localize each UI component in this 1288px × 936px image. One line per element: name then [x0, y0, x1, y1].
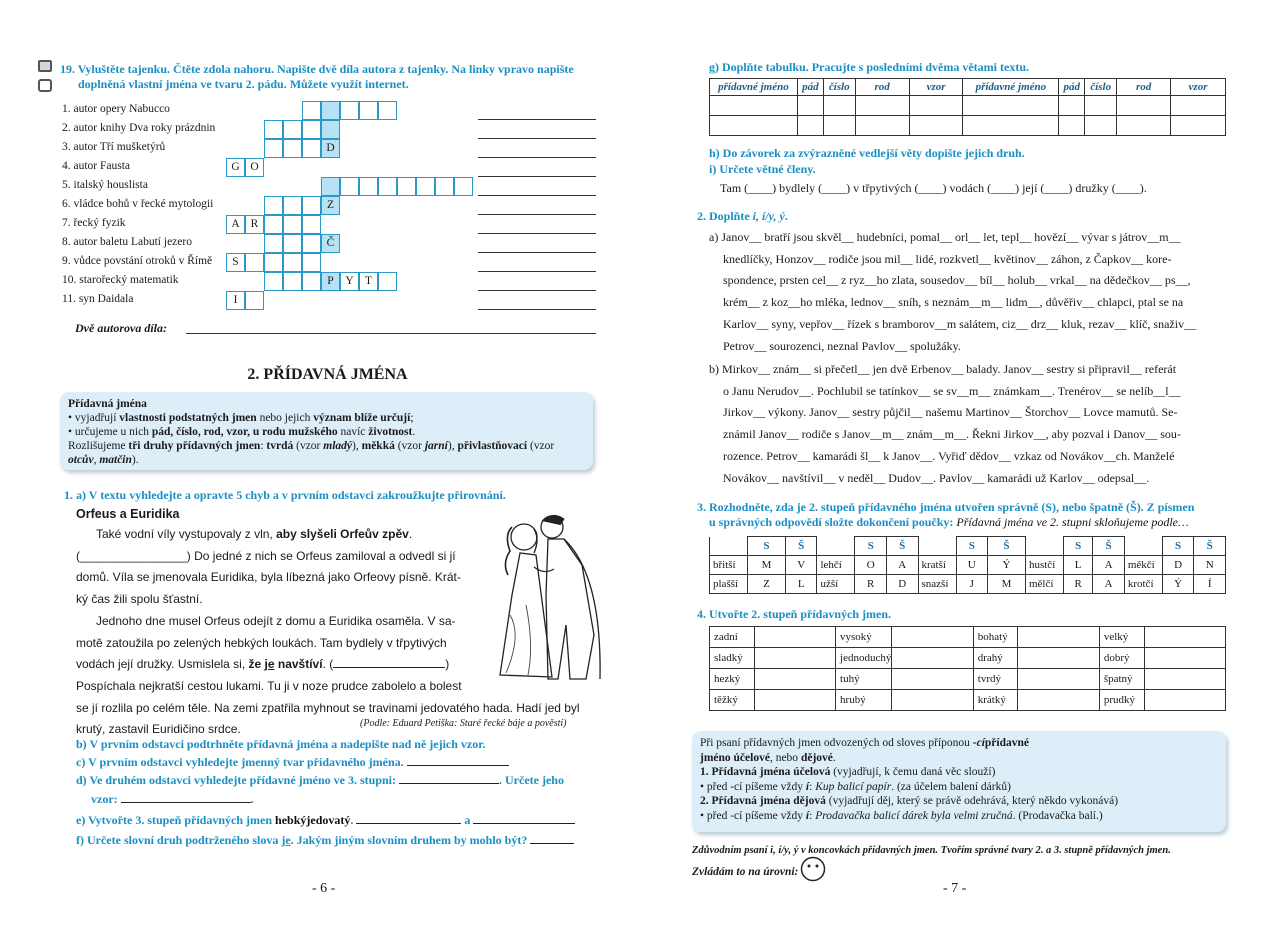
crossword-cell[interactable] — [264, 120, 283, 139]
fill-in-line[interactable]: Novákov__ navštívil__ v neděl__ Dudov__. Pavlov__ kamarádi už Karlov__ odepsal__. — [723, 470, 1150, 485]
s-sh-header: Š — [886, 537, 918, 556]
answer-letter[interactable]: R — [1063, 575, 1092, 594]
crossword-key-cell[interactable]: Č — [321, 234, 340, 253]
crossword-key-cell[interactable]: P — [321, 272, 340, 291]
table-comparison-check — [709, 536, 1226, 594]
crossword-answer-line[interactable] — [478, 271, 596, 272]
info-title: Přídavná jména — [68, 398, 147, 410]
exercise-1b: b) V prvním odstavci podtrhněte přídavná jména a nadepište nad ně jejich vzor. — [76, 737, 486, 751]
comparative-word: krotčí — [1124, 575, 1162, 594]
crossword-cell[interactable]: T — [359, 272, 378, 291]
crossword-cell[interactable]: G — [226, 158, 245, 177]
smiley-rating-icon[interactable] — [800, 856, 826, 882]
crossword-cell[interactable] — [302, 272, 321, 291]
crossword-clue: 7. řecký fyzik — [62, 217, 126, 229]
table-g-cell[interactable] — [855, 116, 909, 136]
crossword-cell[interactable] — [302, 234, 321, 253]
crossword-cell[interactable]: R — [245, 215, 264, 234]
crossword-answer-line[interactable] — [478, 176, 596, 177]
fill-in-line[interactable]: rozence. Petrov__ kamarádi šl__ k Janov__. Vyřiď dědov__ vzkaz od Novákov__ch. Manželé — [723, 448, 1175, 463]
chapter-title: 2. PŘÍDAVNÁ JMÉNA — [247, 366, 408, 383]
s-sh-header: S — [1162, 537, 1194, 556]
crossword-clue: 2. autor knihy Dva roky prázdnin — [62, 122, 216, 134]
s-sh-header: S — [1063, 537, 1092, 556]
exercise-1d: d) Ve druhém odstavci vyhledejte přídavné jméno ve 3. stupni: . Určete jeho — [76, 773, 564, 787]
crossword-cell[interactable] — [302, 215, 321, 234]
adjective-cell: krátký — [973, 690, 1018, 711]
crossword-cell[interactable] — [435, 177, 454, 196]
crossword-clue: 3. autor Tří mušketýrů — [62, 141, 166, 153]
s-sh-header: S — [748, 537, 786, 556]
answer-line-c[interactable] — [407, 765, 509, 766]
crossword-cell[interactable] — [283, 139, 302, 158]
table-g — [709, 78, 1226, 136]
exercise-1f: f) Určete slovní druh podtrženého slova je. Jakým jiným slovním druhem by mohlo být? — [76, 833, 574, 848]
adjective-cell: jednoduchý — [836, 648, 892, 669]
table-g-cell[interactable] — [1117, 116, 1171, 136]
crossword-answer-line[interactable] — [478, 119, 596, 120]
fill-in-line[interactable]: b) Mirkov__ znám__ si přečetl__ jen dvě Erbenov__ balady. Janov__ sestry si připravil__ referát — [709, 362, 1177, 376]
table-g-cell[interactable] — [1171, 116, 1226, 136]
table-g-header: pád — [1059, 79, 1085, 96]
crossword-cell[interactable] — [283, 253, 302, 272]
crossword-key-cell[interactable]: Z — [321, 196, 340, 215]
adjective-cell: hezký — [710, 669, 755, 690]
exercise-2-heading: 2. Doplňte i, í/y, ý. — [697, 209, 788, 223]
answer-cell[interactable] — [1144, 690, 1225, 711]
table-g-header: rod — [855, 79, 909, 96]
answer-letter[interactable]: L — [785, 575, 817, 594]
crossword-cell[interactable] — [302, 120, 321, 139]
comparative-word: kratší — [918, 556, 956, 575]
answer-letter[interactable]: A — [1093, 575, 1125, 594]
crossword-clue: 9. vůdce povstání otroků v Římě — [62, 255, 213, 267]
s-sh-header: Š — [1194, 537, 1226, 556]
crossword-cell[interactable] — [359, 101, 378, 120]
computer-icon — [38, 60, 52, 72]
table-g-header: vzor — [909, 79, 963, 96]
crossword-clue: 11. syn Daidala — [62, 293, 134, 305]
fill-in-line[interactable]: Karlov__ syny, vepřov__ řízek s bramborov__m salátem, ciz__ drz__ kluk, rezav__ klíč, snaživ__ — [723, 316, 1197, 331]
crossword-cell[interactable] — [378, 101, 397, 120]
crossword-answer-line[interactable] — [478, 233, 596, 234]
s-sh-header: Š — [1093, 537, 1125, 556]
crossword-cell[interactable] — [340, 177, 359, 196]
story-title: Orfeus a Euridika — [76, 507, 180, 521]
comparative-word: měkčí — [1124, 556, 1162, 575]
answer-letter[interactable]: O — [855, 556, 887, 575]
adjective-cell: velký — [1099, 627, 1144, 648]
exercise-2a-text — [709, 227, 1227, 357]
answer-cell[interactable] — [892, 669, 973, 690]
exercise-1c: c) V prvním odstavci vyhledejte jmenný tvar přídavného jména. — [76, 755, 509, 770]
answer-line-e2[interactable] — [473, 823, 575, 824]
answer-letter[interactable]: D — [1162, 556, 1194, 575]
crossword-cell[interactable] — [264, 272, 283, 291]
crossword-cell[interactable] — [283, 196, 302, 215]
answer-cell[interactable] — [1144, 627, 1225, 648]
crossword-cell[interactable]: Y — [340, 272, 359, 291]
answer-cell[interactable] — [754, 627, 835, 648]
crossword-clue: 1. autor opery Nabucco — [62, 103, 170, 115]
answer-letter[interactable]: A — [886, 556, 918, 575]
crossword-cell[interactable] — [378, 177, 397, 196]
table-g-cell[interactable] — [963, 96, 1059, 116]
crossword-answer-line[interactable] — [478, 290, 596, 291]
fill-in-line[interactable]: o Janu Nerudov__. Pochlubil se tatínkov__ se sv__m__ známkam__. Trenérov__ se nelíb__l__ — [723, 383, 1181, 398]
table-g-header: číslo — [1085, 79, 1117, 96]
s-sh-header: S — [956, 537, 988, 556]
crossword-cell[interactable] — [359, 177, 378, 196]
exercise-h: h) Do závorek za zvýrazněné vedlejší věty dopište jejich druh. — [709, 146, 1025, 160]
table-g-cell[interactable] — [909, 96, 963, 116]
comparative-word: mělčí — [1025, 575, 1063, 594]
exercise-text-2: doplněná vlastní jména ve tvaru 2. pádu. Můžete využít internet. — [78, 77, 409, 91]
answer-line[interactable] — [333, 667, 445, 668]
table-g-header: číslo — [823, 79, 855, 96]
answer-letter[interactable]: J — [956, 575, 988, 594]
adjective-cell: prudký — [1099, 690, 1144, 711]
table-g-header: rod — [1117, 79, 1171, 96]
comparative-word: hustčí — [1025, 556, 1063, 575]
crossword-answer-line[interactable] — [478, 214, 596, 215]
crossword-cell[interactable] — [302, 139, 321, 158]
crossword-cell[interactable] — [264, 139, 283, 158]
info-box-ci-adjectives: Při psaní přídavných jmen odvozených od sloves příponou -cípřídavné jméno účelové, nebo dějové. 1. Přídavná jména účelová (vyjadřují, k čemu daná věc slouží) • před -cí píšeme vždy í: Kup balicí papír. (za účelem balení dárků) 2. Přídavná jména dějová (vyjadřují děj, který se právě odehrává, který někdo vykonává) • před -cí píšeme vždy í: Prodavačka balicí dárek byla velmi zručná. (Prodavačka balí.) — [692, 731, 1226, 832]
answer-cell[interactable] — [1018, 669, 1099, 690]
fill-in-line[interactable]: Petrov__ sourozenci, neznal Pavlov__ spolužáky. — [723, 338, 961, 353]
adjective-cell: hrubý — [836, 690, 892, 711]
crossword-clue: 6. vládce bohů v řecké mytologii — [62, 198, 214, 210]
table-comparative — [709, 626, 1226, 711]
crossword-cell[interactable] — [416, 177, 435, 196]
table-g-cell[interactable] — [710, 116, 798, 136]
two-works-label: Dvě autorova díla: — [75, 321, 167, 335]
crossword-answer-line[interactable] — [478, 138, 596, 139]
answer-cell[interactable] — [892, 627, 973, 648]
adjective-cell: vysoký — [836, 627, 892, 648]
exercise-i-sentence: Tam (____) bydlely (____) v třpytivých (____) vodách (____) její (____) družky (____). — [720, 181, 1147, 195]
adjective-cell: zadní — [710, 627, 755, 648]
exercise-text: Vyluštěte tajenku. Čtěte zdola nahoru. Napište dvě díla autora z tajenky. Na linky vpravo napište — [77, 62, 574, 76]
table-g-cell[interactable] — [797, 96, 823, 116]
table-g-cell[interactable] — [963, 116, 1059, 136]
adjective-cell: dobrý — [1099, 648, 1144, 669]
crossword — [0, 101, 640, 311]
crossword-cell[interactable] — [264, 253, 283, 272]
answer-letter[interactable]: Z — [748, 575, 786, 594]
answer-letter[interactable]: N — [1194, 556, 1226, 575]
answer-line-vzor[interactable] — [121, 802, 251, 803]
fill-in-line[interactable]: knedlíčky, Honzov__ rodiče jsou mil__ lidé, rozkvetl__ květinov__ záhon, z Čapkov__ kore- — [723, 251, 1172, 266]
crossword-key-cell[interactable] — [321, 120, 340, 139]
adjective-cell: sladký — [710, 648, 755, 669]
comparative-word: užší — [817, 575, 855, 594]
exercise-1a: 1. a) V textu vyhledejte a opravte 5 chyb a v prvním odstavci zakroužkujte přirovnání. — [64, 488, 506, 502]
crossword-cell[interactable] — [283, 120, 302, 139]
crossword-clue: 5. italský houslista — [62, 179, 148, 191]
answer-letter[interactable]: M — [748, 556, 786, 575]
answer-letter[interactable]: R — [855, 575, 887, 594]
story-text: Také vodní víly vystupovaly z vln, aby slyšeli Orfeův zpěv. (________________) Do jedné z nich se Orfeus zamiloval a odvedl si jí domů. Víla se jmenovala Euridika, byla líbezná jako Orfeovy písně. Krát- ký čas žili spolu šťastní. Jednoho dne musel Orfeus odejít z domu a Euridika osaměla. V sa- motě zatoužila po zelených hebkých loukách. Tam bydlely v třpytivých vodách její družky. Usmislela si, že je navštíví. ( ) Pospíchala nejkratší cestou lukami. Tu ji v noze prudce zabolelo a bolest se jí rozlila po celém těle. Na zemi zpatřila myhnout se travinami jedovatého hada. Hadí jed byl krutý, zastavil Euridičino srdce. — [76, 527, 580, 737]
answer-cell[interactable] — [1018, 648, 1099, 669]
answer-cell[interactable] — [754, 669, 835, 690]
exercise-19-heading — [60, 62, 600, 92]
comparative-word: lehčí — [817, 556, 855, 575]
s-sh-header: S — [855, 537, 887, 556]
answer-letter[interactable]: M — [988, 575, 1026, 594]
table-g-cell[interactable] — [1085, 96, 1117, 116]
exercise-2b-text — [709, 359, 1227, 489]
answer-letter[interactable]: U — [956, 556, 988, 575]
table-g-cell[interactable] — [823, 116, 855, 136]
crossword-cell[interactable]: O — [245, 158, 264, 177]
table-g-header: přídavné jméno — [963, 79, 1059, 96]
answer-letter[interactable]: L — [1063, 556, 1092, 575]
puzzle-icon — [38, 79, 52, 92]
crossword-cell[interactable] — [397, 177, 416, 196]
table-g-cell[interactable] — [823, 96, 855, 116]
page-number-6: - 6 - — [312, 881, 336, 896]
answer-letter[interactable]: Ý — [988, 556, 1026, 575]
fill-in-line[interactable]: známil Janov__ rodiče s Janov__m__ znám__m__. Řekni Jirkov__, aby pozval i Danov__ sou- — [723, 427, 1181, 442]
table-g-header: vzor — [1171, 79, 1226, 96]
crossword-cell[interactable]: A — [226, 215, 245, 234]
answer-cell[interactable] — [1018, 690, 1099, 711]
fill-in-line[interactable]: spondence, prsten cel__ z ryz__ho zlata, sousedov__ bíl__ holub__ vrkal__ na dědečkov__ ps__, — [723, 273, 1191, 288]
info-bullet-1: • vyjadřují vlastnosti podstatných jmen nebo jejich význam blíže určují; — [68, 412, 414, 424]
answer-letter[interactable]: D — [886, 575, 918, 594]
answer-letter[interactable]: A — [1093, 556, 1125, 575]
crossword-clue: 4. autor Fausta — [62, 160, 131, 172]
comparative-word: plašší — [710, 575, 748, 594]
fill-in-line[interactable]: Jirkov__ výkony. Janov__ sestry půjčil__ našemu Martinov__ Štorchov__ Lovce mamutů. Se- — [723, 405, 1178, 420]
crossword-answer-line[interactable] — [478, 309, 596, 310]
crossword-cell[interactable] — [245, 253, 264, 272]
answer-line-d[interactable] — [399, 783, 499, 784]
adjective-cell: bohatý — [973, 627, 1018, 648]
fill-in-line[interactable]: a) Janov__ bratří jsou skvěl__ hudebníci, pomal__ orl__ let, tepl__ hovězí__ vývar s játrov__m__ — [709, 230, 1181, 244]
answer-letter[interactable]: V — [785, 556, 817, 575]
adjective-cell: tvrdý — [973, 669, 1018, 690]
crossword-cell[interactable] — [245, 291, 264, 310]
s-sh-header: Š — [785, 537, 817, 556]
s-sh-header: Š — [988, 537, 1026, 556]
crossword-cell[interactable] — [340, 101, 359, 120]
table-g-header: pád — [797, 79, 823, 96]
exercise-3-heading: 3. Rozhodněte, zda je 2. stupeň přídavného jména utvořen správně (S), nebo špatně (Š). Z písmen u správných odpovědí složte dokončení poučky: Přídavná jména ve 2. stupni skloňujeme podle… — [697, 500, 1195, 529]
crossword-cell[interactable] — [283, 272, 302, 291]
table-g-cell[interactable] — [1059, 116, 1085, 136]
table-g-cell[interactable] — [710, 96, 798, 116]
orpheus-eurydice-illustration — [482, 505, 610, 685]
answer-cell[interactable] — [1144, 648, 1225, 669]
crossword-answer-line[interactable] — [478, 195, 596, 196]
crossword-clue: 8. autor baletu Labutí jezero — [62, 236, 192, 248]
adjective-cell: špatný — [1099, 669, 1144, 690]
table-g-header: přídavné jméno — [710, 79, 798, 96]
table-g-cell[interactable] — [855, 96, 909, 116]
comparative-word: snazší — [918, 575, 956, 594]
table-g-cell[interactable] — [1085, 116, 1117, 136]
info-box-adjectives — [60, 392, 593, 470]
table-g-cell[interactable] — [1171, 96, 1226, 116]
crossword-clue: 10. starořecký matematik — [62, 274, 179, 286]
crossword-cell[interactable] — [302, 196, 321, 215]
story-source: (Podle: Eduard Petiška: Staré řecké báje a pověsti) — [360, 718, 567, 729]
answer-letter[interactable]: Ý — [1162, 575, 1194, 594]
crossword-cell[interactable] — [302, 101, 321, 120]
answer-letter[interactable]: Í — [1194, 575, 1226, 594]
crossword-cell[interactable]: I — [226, 291, 245, 310]
exercise-g: g) Doplňte tabulku. Pracujte s posledními dvěma větami textu. — [709, 60, 1029, 74]
crossword-cell[interactable] — [264, 234, 283, 253]
crossword-cell[interactable] — [302, 253, 321, 272]
exercise-1e: e) Vytvořte 3. stupeň přídavných jmen hebkýjedovatý. a — [76, 813, 575, 828]
answer-cell[interactable] — [1018, 627, 1099, 648]
crossword-cell[interactable] — [454, 177, 473, 196]
crossword-cell[interactable] — [264, 215, 283, 234]
answer-line-e1[interactable] — [356, 823, 461, 824]
adjective-cell: těžký — [710, 690, 755, 711]
crossword-answer-line[interactable] — [478, 157, 596, 158]
crossword-cell[interactable] — [283, 234, 302, 253]
answer-cell[interactable] — [892, 690, 973, 711]
crossword-cell[interactable] — [264, 196, 283, 215]
crossword-cell[interactable]: S — [226, 253, 245, 272]
answer-cell[interactable] — [754, 690, 835, 711]
crossword-cell[interactable] — [378, 272, 397, 291]
crossword-key-cell[interactable] — [321, 177, 340, 196]
summary-line: Zdůvodním psaní i, í/y, ý v koncovkách přídavných jmen. Tvořím správné tvary 2. a 3. stupně přídavných jmen. — [692, 845, 1171, 856]
answer-cell[interactable] — [1144, 669, 1225, 690]
crossword-key-cell[interactable] — [321, 101, 340, 120]
two-works-line[interactable] — [186, 333, 596, 334]
table-g-cell[interactable] — [1059, 96, 1085, 116]
table-g-cell[interactable] — [1117, 96, 1171, 116]
answer-cell[interactable] — [754, 648, 835, 669]
info-types: Rozlišujeme tři druhy přídavných jmen: tvrdá (vzor mladý), měkká (vzor jarní), přivlastňovací (vzor otcův, matčin). — [68, 440, 555, 466]
answer-line-f[interactable] — [530, 843, 574, 844]
level-label: Zvládám to na úrovni: — [692, 866, 799, 878]
adjective-cell: drahý — [973, 648, 1018, 669]
exercise-4-heading: 4. Utvořte 2. stupeň přídavných jmen. — [697, 607, 891, 621]
exercise-1d-vzor: vzor: . — [91, 792, 254, 806]
table-g-cell[interactable] — [797, 116, 823, 136]
info-bullet-2: • určujeme u nich pád, číslo, rod, vzor, u rodu mužského navíc životnost. — [68, 426, 416, 438]
fill-in-line[interactable]: krém__ z koz__ho mléka, lednov__ sníh, s neznám__m__ lidm__, důvěřiv__ chlapci, ptal se na — [723, 295, 1184, 310]
crossword-answer-line[interactable] — [478, 252, 596, 253]
adjective-cell: tuhý — [836, 669, 892, 690]
table-g-cell[interactable] — [909, 116, 963, 136]
answer-cell[interactable] — [892, 648, 973, 669]
comparative-word: břitší — [710, 556, 748, 575]
crossword-cell[interactable] — [283, 215, 302, 234]
page-number-7: - 7 - — [943, 881, 967, 896]
exercise-i: i) Určete větné členy. — [709, 162, 816, 176]
crossword-key-cell[interactable]: D — [321, 139, 340, 158]
exercise-number: 19. — [60, 62, 75, 76]
